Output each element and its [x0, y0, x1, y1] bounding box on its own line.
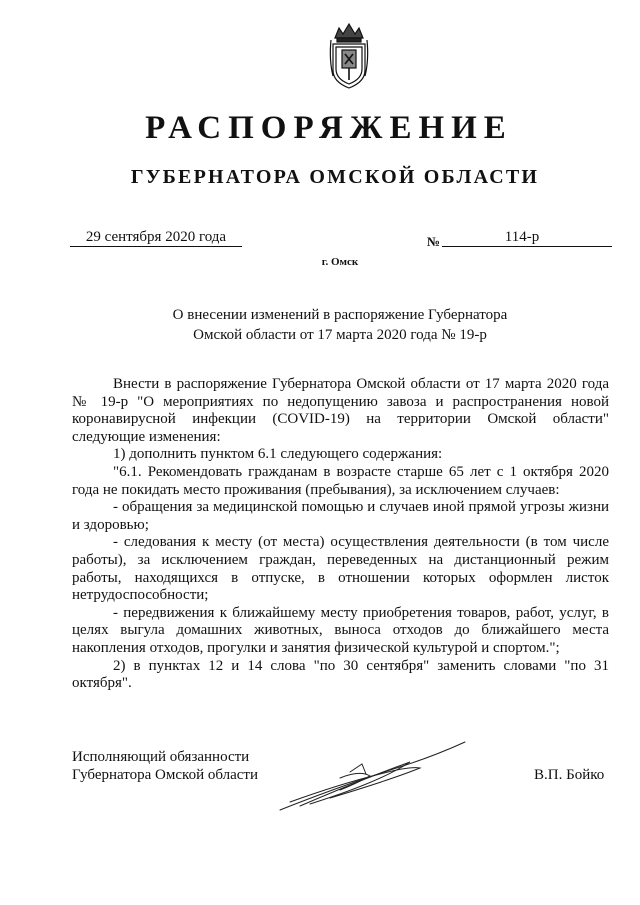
heading-line-2: Омской области от 17 марта 2020 года № 19-р — [193, 327, 487, 343]
paragraph-intro: Внести в распоряжение Губернатора Омской области от 17 марта 2020 года № 19-р "О мероприятиях по недопущению завоза и распространения новой коронавирусной инфекции (COVID-19) на территории Омской области" следующие изменения: — [72, 376, 609, 445]
document-city: г. Омск — [321, 256, 359, 268]
paragraph-item-1: 1) дополнить пунктом 6.1 следующего содержания: — [113, 446, 443, 463]
paragraph-exception-medical: - обращения за медицинской помощью и случаев иной прямой угрозы жизни и здоровью; — [72, 499, 609, 533]
paragraph-clause-6-1: "6.1. Рекомендовать гражданам в возрасте старше 65 лет с 1 октября 2020 года не покидать место проживания (пребывания), за исключением случаев: — [72, 463, 609, 498]
coat-of-arms-icon — [327, 20, 371, 90]
number-sign: № — [427, 234, 441, 249]
document-title: РАСПОРЯЖЕНИЕ — [145, 110, 513, 146]
position-line-2: Губернатора Омской области — [72, 766, 258, 783]
document-subtitle: ГУБЕРНАТОРА ОМСКОЙ ОБЛАСТИ — [130, 166, 540, 188]
paragraph-exception-movement: - передвижения к ближайшему месту приобретения товаров, работ, услуг, в целях выгула домашних животных, выноса отходов до ближайшего места накопления отходов, прогулки и занятия физической культурой и спортом."; — [72, 604, 609, 656]
paragraph-item-2: 2) в пунктах 12 и 14 слова "по 30 сентября" заменить словами "по 31 октября". — [72, 657, 609, 692]
document-body — [72, 376, 609, 693]
document-heading — [0, 305, 640, 345]
document-date: 29 сентября 2020 года — [70, 229, 242, 247]
signatory-position — [72, 749, 258, 784]
position-line-1: Исполняющий обязанности — [72, 749, 250, 765]
document-number: 114-р — [442, 229, 612, 247]
handwritten-signature — [270, 740, 470, 820]
signatory-name: В.П. Бойко — [534, 767, 605, 783]
heading-line-1: О внесении изменений в распоряжение Губернатора — [172, 307, 508, 323]
paragraph-exception-work: - следования к месту (от места) осуществления деятельности (в том числе работы), за исключением граждан, переведенных на дистанционный режим работы, находящихся в отпуске, в отношении которых оформлен листок нетрудоспособности; — [72, 534, 609, 604]
